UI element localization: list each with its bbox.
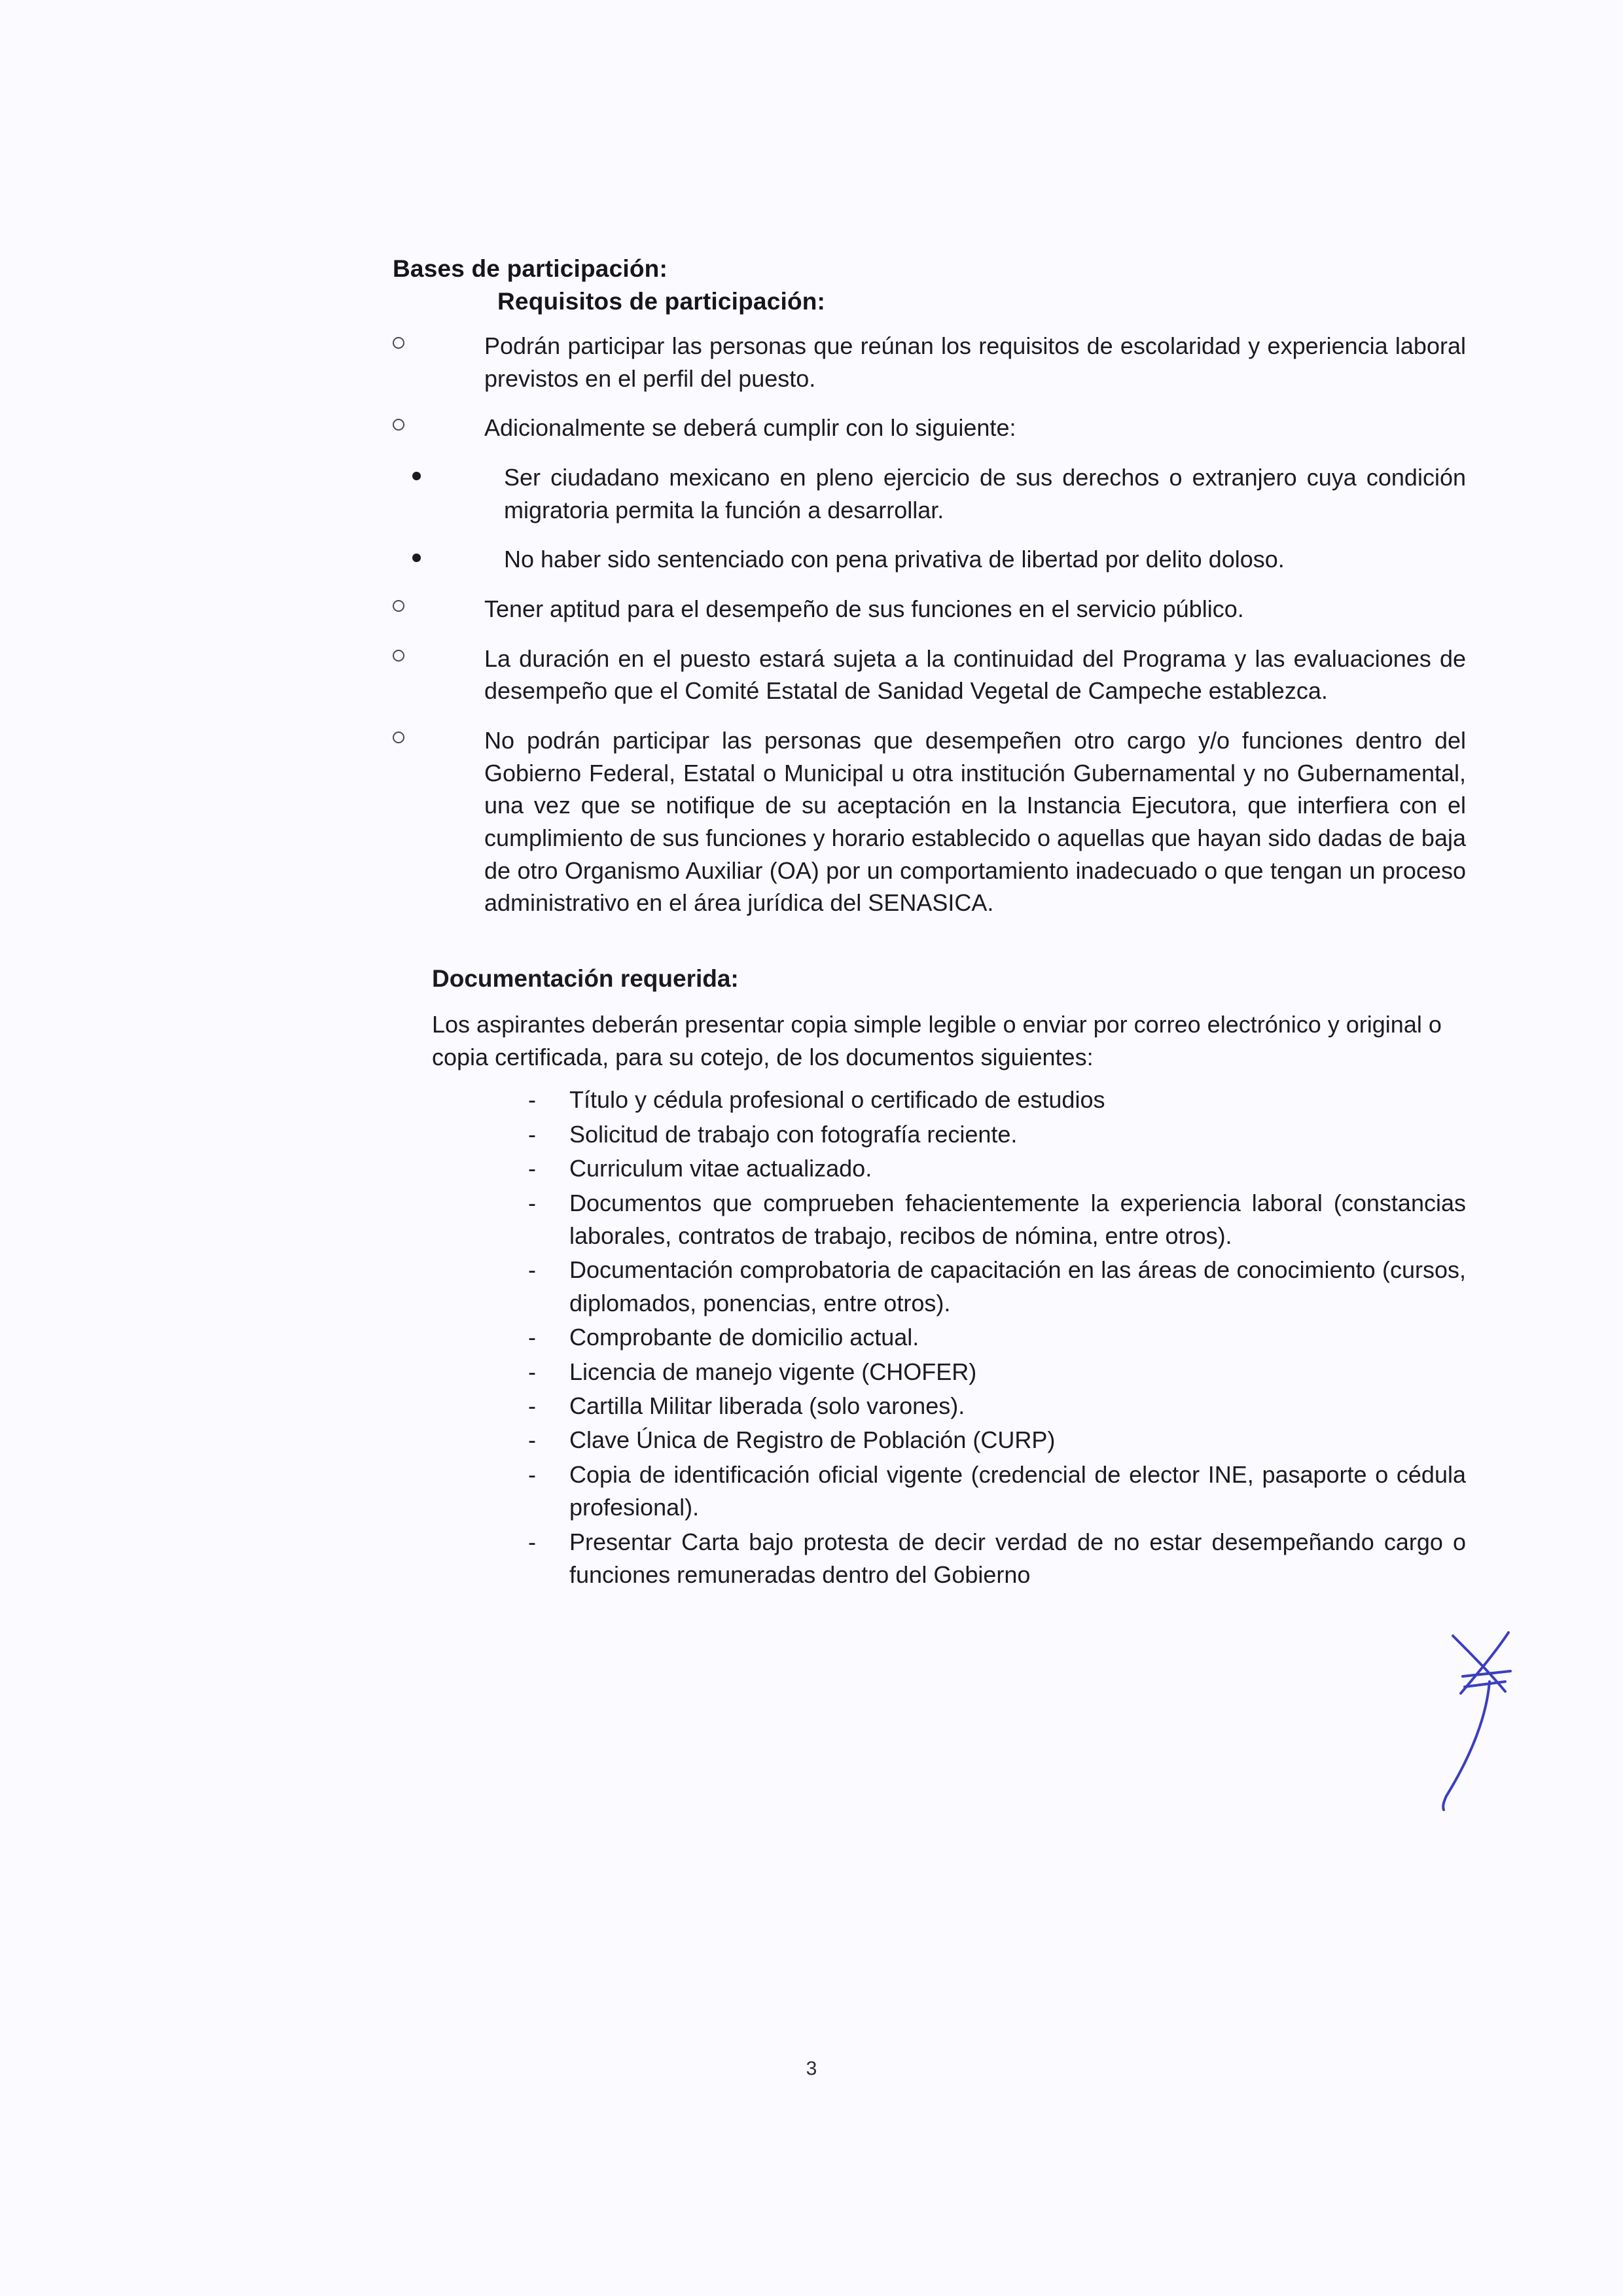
list-item-text: Ser ciudadano mexicano en pleno ejercicio de sus derechos o extranjero cuya condición migratoria permita la función a desarrollar. [504, 464, 1466, 523]
list-item-text: Clave Única de Registro de Población (CURP) [569, 1426, 1056, 1454]
list-item-text: Comprobante de domicilio actual. [569, 1324, 919, 1351]
list-item [393, 412, 1466, 444]
circle-bullet-icon [393, 337, 404, 349]
documentacion-intro: Los aspirantes deberán presentar copia simple legible o enviar por correo electrónico y original o copia certificada, para su cotejo, de los documentos siguientes: [432, 1011, 1442, 1070]
list-item-text: No haber sido sentenciado con pena privativa de libertad por delito doloso. [504, 546, 1285, 573]
documentacion-heading: Documentación requerida: [432, 965, 739, 993]
list-item [393, 461, 1466, 526]
dash-bullet-icon: - [528, 1189, 536, 1216]
list-item-text: Presentar Carta bajo protesta de decir verdad de no estar desempeñando cargo o funciones remuneradas dentro del Gobierno [569, 1528, 1466, 1588]
circle-bullet-icon [393, 650, 404, 662]
list-item-text: Documentación comprobatoria de capacitación en las áreas de conocimiento (cursos, diplomados, ponencias, entre otros). [569, 1256, 1466, 1316]
list-item [524, 1118, 1466, 1151]
list-item [393, 724, 1466, 919]
list-item-text: Tener aptitud para el desempeño de sus funciones en el servicio público. [484, 595, 1244, 623]
list-item [393, 543, 1466, 576]
list-item [524, 1356, 1466, 1388]
list-item-text: Título y cédula profesional o certificado de estudios [569, 1086, 1105, 1114]
dash-bullet-icon: - [528, 1155, 536, 1182]
circle-bullet-icon [393, 600, 404, 612]
page-number: 3 [806, 2058, 817, 2079]
list-item [524, 1152, 1466, 1185]
dash-bullet-icon: - [528, 1256, 536, 1284]
dash-bullet-icon: - [528, 1426, 536, 1454]
list-item [524, 1424, 1466, 1457]
dash-bullet-icon: - [528, 1086, 536, 1114]
requisitos-list [393, 330, 1466, 919]
list-item-text: Curriculum vitae actualizado. [569, 1155, 872, 1182]
handwritten-signature-mark [1427, 1616, 1571, 1832]
list-item-text: Cartilla Militar liberada (solo varones). [569, 1392, 965, 1419]
list-item-text: Licencia de manejo vigente (CHOFER) [569, 1358, 977, 1385]
list-item-text: No podrán participar las personas que desempeñen otro cargo y/o funciones dentro del Gobierno Federal, Estatal o Municipal u otra institución Gubernamental y no Gubernamental, una vez que se notifique de su aceptación en la Instancia Ejecutora, que interfiera con el cumplimiento de sus funciones y horario establecido o aquellas que hayan sido dadas de baja de otro Organismo Auxiliar (OA) por un comportamiento inadecuado o que tengan un proceso administrativo en el área jurídica del SENASICA. [484, 727, 1466, 917]
list-item-text: La duración en el puesto estará sujeta a la continuidad del Programa y las evaluaciones de desempeño que el Comité Estatal de Sanidad Vegetal de Campeche establezca. [484, 645, 1466, 705]
dash-bullet-icon: - [528, 1358, 536, 1385]
list-item [393, 593, 1466, 626]
document-body [393, 255, 1466, 1593]
dash-bullet-icon: - [528, 1324, 536, 1351]
documentacion-list [524, 1084, 1466, 1591]
dash-bullet-icon: - [528, 1120, 536, 1148]
dash-bullet-icon: - [528, 1528, 536, 1555]
circle-bullet-icon [393, 732, 404, 743]
list-item [524, 1526, 1466, 1592]
list-item [393, 330, 1466, 395]
dot-bullet-icon [412, 554, 421, 562]
list-item [524, 1084, 1466, 1116]
list-item [524, 1254, 1466, 1320]
page-title: Bases de participación: [393, 255, 668, 282]
circle-bullet-icon [393, 419, 404, 431]
dot-bullet-icon [412, 472, 421, 480]
list-item-text: Adicionalmente se deberá cumplir con lo siguiente: [484, 414, 1016, 442]
dash-bullet-icon: - [528, 1460, 536, 1488]
list-item [393, 643, 1466, 707]
list-item-text: Copia de identificación oficial vigente (credencial de elector INE, pasaporte o cédula profesional). [569, 1460, 1466, 1521]
list-item [524, 1321, 1466, 1354]
list-item [524, 1458, 1466, 1525]
section-subtitle: Requisitos de participación: [497, 288, 826, 315]
list-item [524, 1187, 1466, 1253]
list-item [524, 1390, 1466, 1422]
list-item-text: Solicitud de trabajo con fotografía reciente. [569, 1120, 1018, 1148]
list-item-text: Documentos que comprueben fehacientemente la experiencia laboral (constancias laborales, contratos de trabajo, recibos de nómina, entre otros). [569, 1189, 1466, 1249]
dash-bullet-icon: - [528, 1392, 536, 1419]
list-item-text: Podrán participar las personas que reúnan los requisitos de escolaridad y experiencia laboral previstos en el perfil del puesto. [484, 332, 1466, 392]
